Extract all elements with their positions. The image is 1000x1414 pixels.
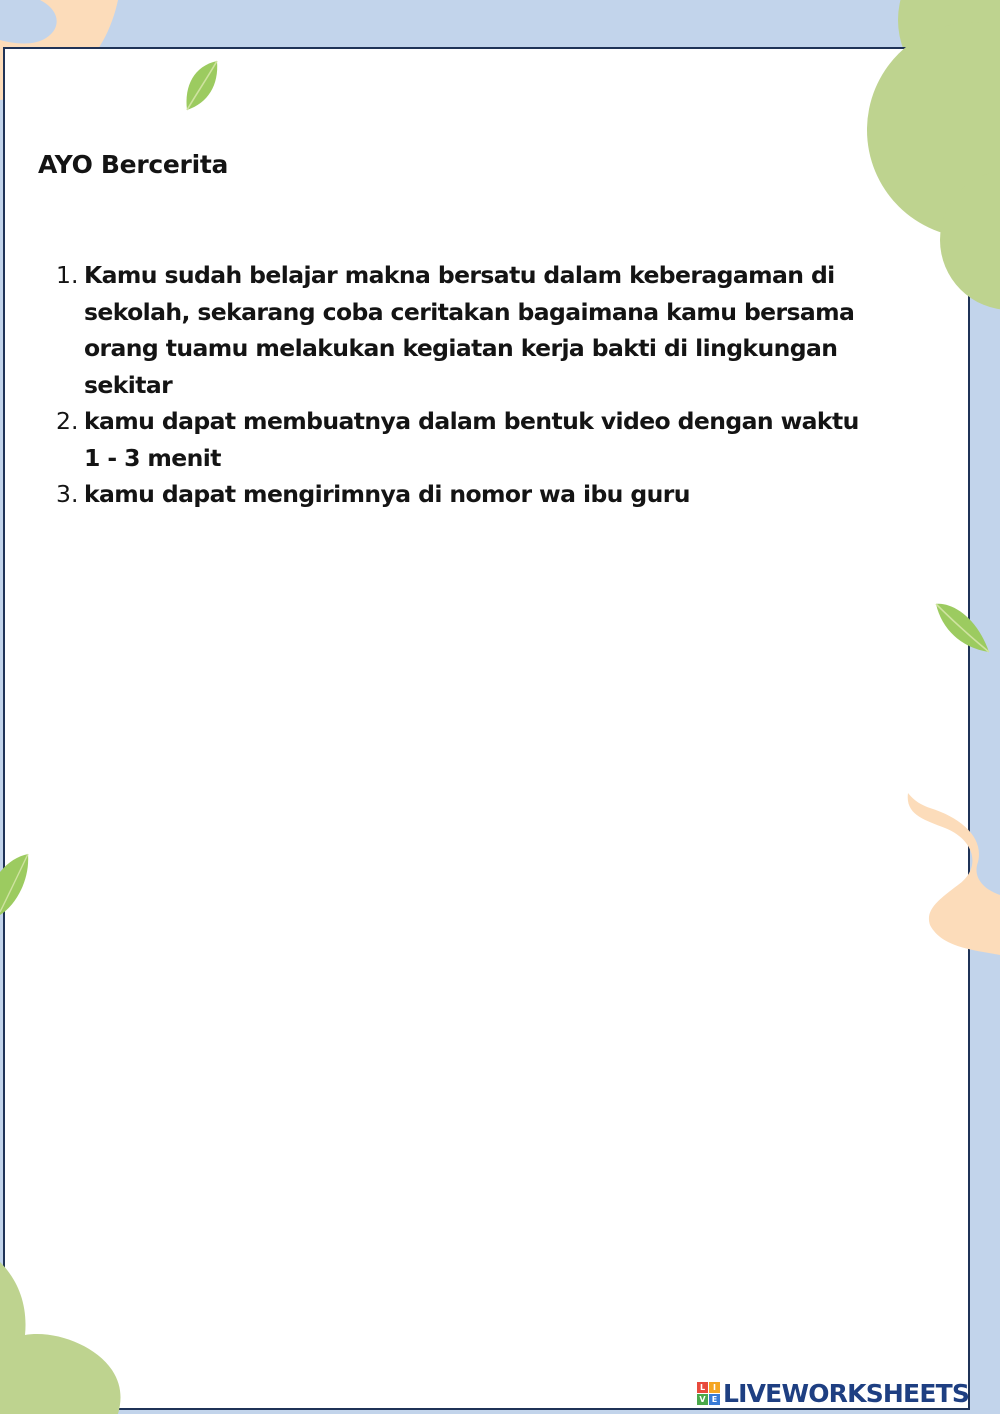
logo-letter: V [697,1394,708,1405]
task-text-line: orang tuamu melakukan kegiatan kerja bakti di lingkungan [84,334,838,362]
list-number: 3. [56,480,79,508]
leaf-icon [936,604,989,652]
task-text-line: kamu dapat membuatnya dalam bentuk video dengan waktu [84,407,859,435]
list-number: 2. [56,407,79,435]
task-text-line: kamu dapat mengirimnya di nomor wa ibu guru [84,480,690,508]
leaf-icon [0,854,28,915]
worksheet-title: AYO Bercerita [38,150,229,179]
green-bush-bottom-left [0,1262,120,1414]
liveworksheets-icon [697,1382,720,1405]
task-text-line: Kamu sudah belajar makna bersatu dalam keberagaman di [84,261,835,289]
logo-letter: E [709,1394,720,1405]
task-text-line: 1 - 3 menit [84,443,221,472]
peach-swirl-right [908,793,1000,955]
liveworksheets-logo[interactable] [697,1377,969,1409]
leaf-icon [186,61,217,110]
task-list [56,257,924,513]
brand-name: LIVEWORKSHEETS [723,1378,970,1408]
logo-letter: L [697,1382,708,1393]
task-text-line: sekitar [84,370,173,399]
logo-letter: I [709,1382,720,1393]
list-number: 1. [56,261,79,289]
list-item [56,403,924,476]
task-text-line: sekolah, sekarang coba ceritakan bagaimana kamu bersama [84,297,855,326]
list-item [56,476,924,513]
list-item [56,257,924,403]
